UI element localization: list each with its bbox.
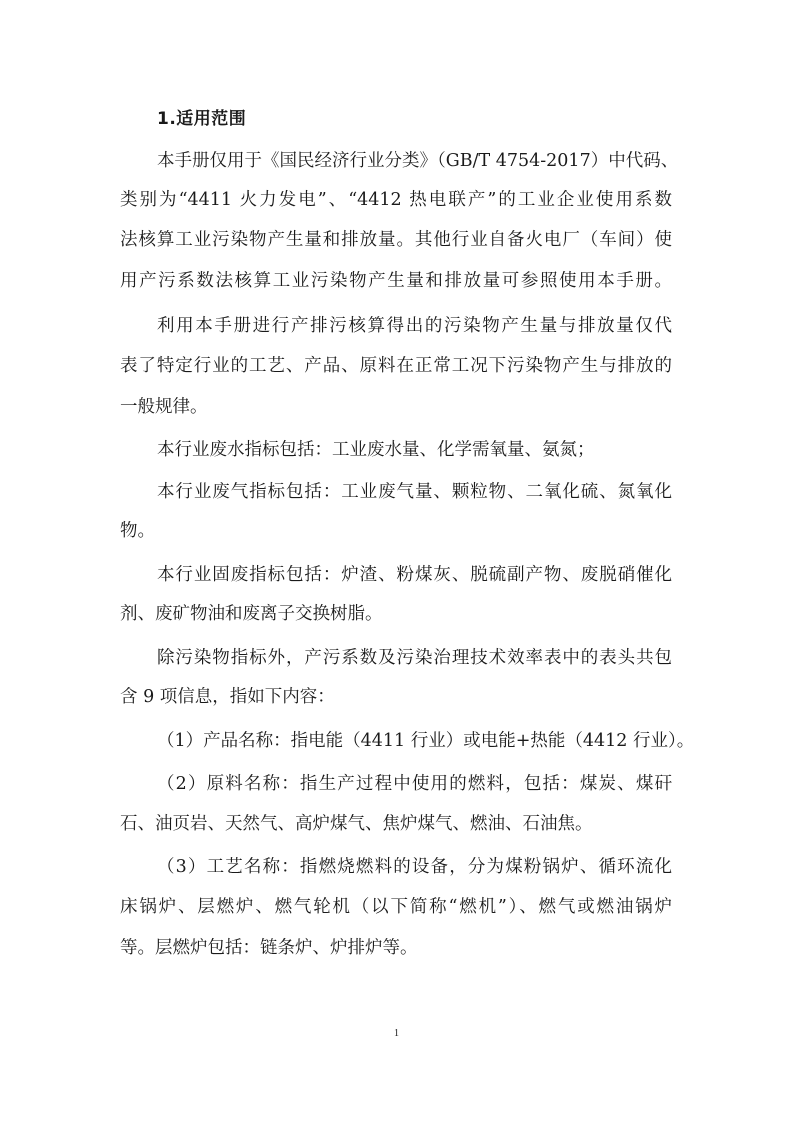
paragraph-line: 表了特定行业的工艺、产品、原料在正常工况下污染物产生与排放的 [120, 356, 672, 376]
section-heading: 1.适用范围 [157, 109, 247, 129]
paragraph-line: 类别为“4411 火力发电”、“4412 热电联产”的工业企业使用系数 [120, 190, 672, 210]
paragraph-line: （3）工艺名称：指燃烧燃料的设备，分为煤粉锅炉、循环流化 [157, 857, 672, 877]
paragraph-line: 一般规律。 [120, 397, 208, 417]
paragraph-line: 法核算工业污染物产生量和排放量。其他行业自备火电厂（车间）使 [120, 230, 672, 250]
paragraph-line: 本行业废水指标包括：工业废水量、化学需氧量、氨氮； [157, 440, 595, 460]
paragraph-line: 石、油页岩、天然气、高炉煤气、焦炉煤气、燃油、石油焦。 [120, 814, 593, 834]
page-number: 1 [394, 1028, 399, 1039]
paragraph-line: 等。层燃炉包括：链条炉、炉排炉等。 [120, 938, 418, 958]
paragraph-line: 本手册仅用于《国民经济行业分类》（GB/T 4754-2017）中代码、 [157, 151, 679, 171]
paragraph-line: （2）原料名称：指生产过程中使用的燃料，包括：煤炭、煤矸 [157, 774, 672, 794]
paragraph-line: （1）产品名称：指电能（4411 行业）或电能+热能（4412 行业）。 [157, 731, 695, 751]
paragraph-line: 本行业固废指标包括：炉渣、粉煤灰、脱硫副产物、废脱硝催化 [157, 565, 672, 585]
paragraph-line: 剂、废矿物油和废离子交换树脂。 [120, 604, 383, 624]
paragraph-line: 利用本手册进行产排污核算得出的污染物产生量与排放量仅代 [157, 316, 672, 336]
paragraph-line: 含 9 项信息，指如下内容： [120, 687, 335, 707]
paragraph-line: 除污染物指标外，产污系数及污染治理技术效率表中的表头共包 [157, 648, 672, 668]
paragraph-line: 本行业废气指标包括：工业废气量、颗粒物、二氧化硫、氮氧化 [157, 482, 672, 502]
paragraph-line: 物。 [120, 521, 155, 541]
paragraph-line: 床锅炉、层燃炉、燃气轮机（以下简称“燃机”）、燃气或燃油锅炉 [120, 897, 672, 917]
paragraph-line: 用产污系数法核算工业污染物产生量和排放量可参照使用本手册。 [120, 271, 672, 291]
